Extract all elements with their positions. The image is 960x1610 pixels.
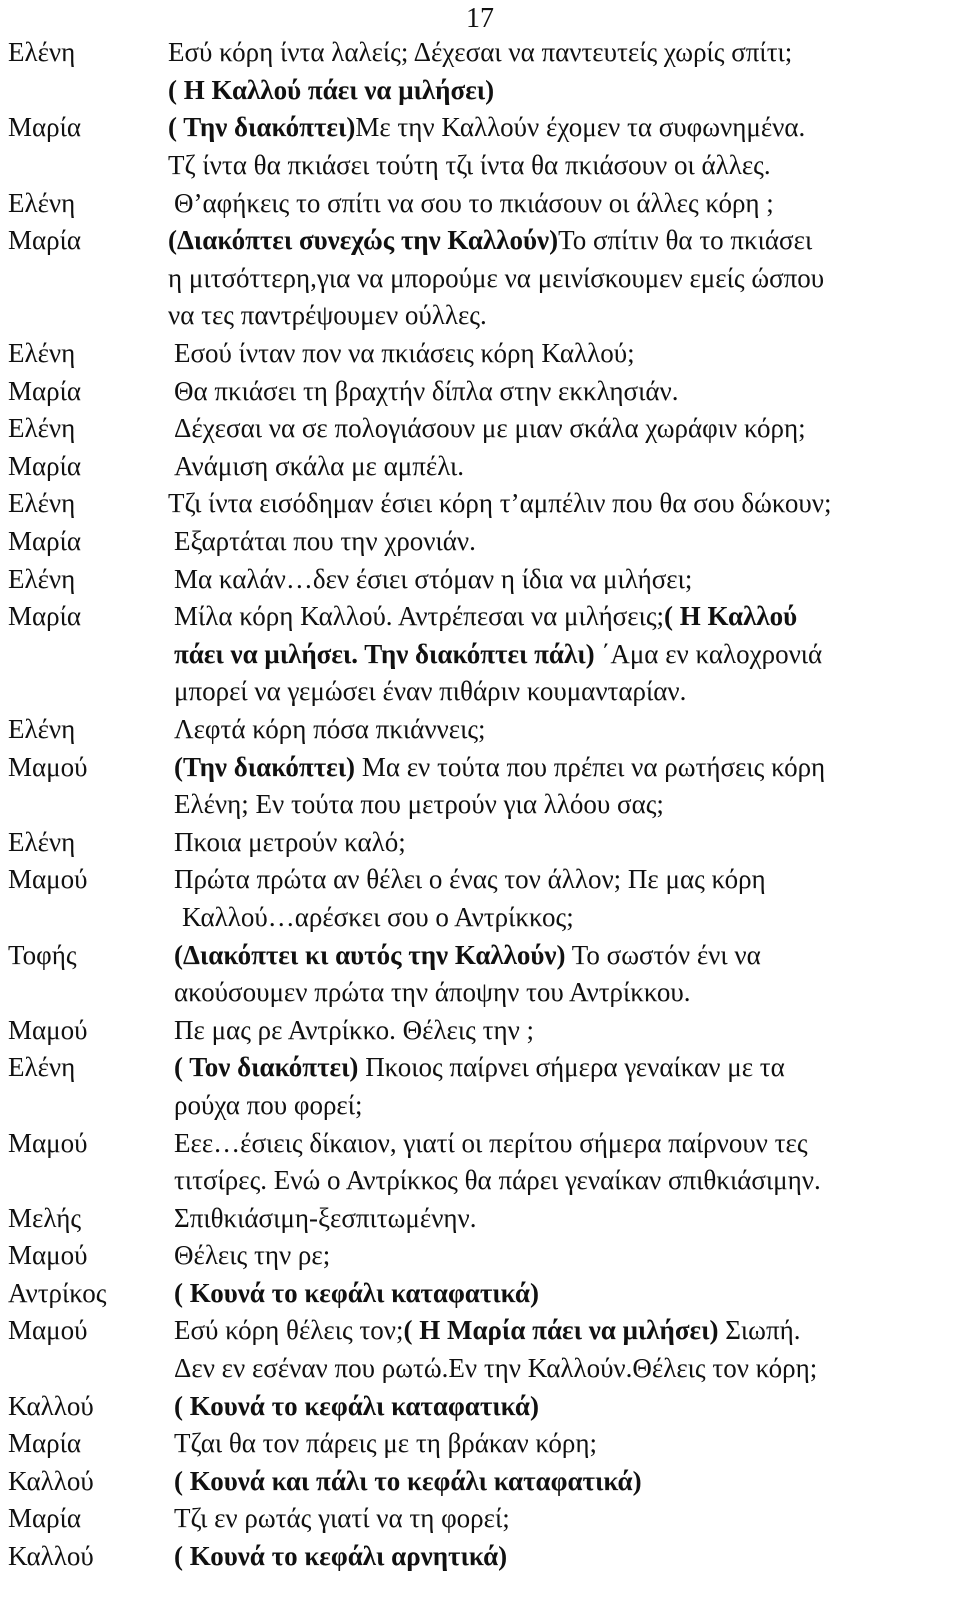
spoken-text: Μα καλάν…δεν έσιει στόμαν η ίδια να μιλήσει; [174, 563, 693, 594]
dialogue-text [168, 789, 958, 820]
speaker-name: Τοφής [8, 939, 77, 970]
stage-direction: ( Κουνά το κεφάλι καταφατικά) [174, 1277, 539, 1308]
dialogue-text [168, 1165, 958, 1196]
spoken-text: Εσύ κόρη θέλεις τον; [174, 1315, 404, 1346]
dialogue-line [8, 1387, 958, 1425]
dialogue-line [8, 1425, 958, 1463]
speaker-name: Μελής [8, 1202, 82, 1233]
spoken-text: Θ’αφήκεις το σπίτι να σου το πκιάσουν οι άλλες κόρη ; [174, 187, 774, 218]
speaker-name: Ελένη [8, 187, 76, 218]
stage-direction: ( Η Καλλού [664, 601, 798, 632]
dialogue-text [168, 225, 958, 256]
dialogue-line [8, 1312, 958, 1350]
dialogue-line [8, 72, 958, 110]
spoken-text: να τες παντρέψουμεν ούλλες. [168, 300, 487, 331]
spoken-text: Σπιθκιάσιμη-ξεσπιτωμένην. [174, 1202, 477, 1233]
play-script [8, 34, 958, 1575]
stage-direction: (Την διακόπτει) [174, 751, 356, 782]
dialogue-text [168, 451, 958, 482]
spoken-text: ακούσουμεν πρώτα την άποψην του Αντρίκκου. [174, 977, 691, 1008]
spoken-text: ΄Αμα εν καλοχρονιά [594, 638, 823, 669]
dialogue-line [8, 936, 958, 974]
dialogue-line [8, 1199, 958, 1237]
dialogue-line [8, 673, 958, 711]
spoken-text: η μιτσόττερη,για να μπορούμε να μεινίσκουμεν εμείς ώσπου [168, 262, 825, 293]
speaker-name: Μαρία [8, 1503, 82, 1534]
dialogue-line [8, 485, 958, 523]
dialogue-line [8, 1049, 958, 1087]
dialogue-line [8, 34, 958, 72]
spoken-text: Το σπίτιν θα το πκιάσει [558, 225, 813, 256]
dialogue-text [168, 601, 958, 632]
speaker-name: Ελένη [8, 826, 76, 857]
spoken-text: Το σωστόν ένι να [565, 939, 761, 970]
speaker-name: Μαμού [8, 864, 88, 895]
speaker-name: Μαμού [8, 1014, 88, 1045]
dialogue-line [8, 1538, 958, 1576]
spoken-text: Πκοια μετρούν καλό; [174, 826, 406, 857]
dialogue-line [8, 335, 958, 373]
dialogue-text [168, 112, 958, 143]
dialogue-text [168, 488, 958, 519]
dialogue-text [168, 526, 958, 557]
dialogue-text [168, 752, 958, 783]
spoken-text: Τζ ίντα θα πκιάσει τούτη τζι ίντα θα πκιάσουν οι άλλες. [168, 150, 771, 181]
dialogue-text [168, 676, 958, 707]
stage-direction: ( Την διακόπτει) [168, 112, 356, 143]
stage-direction: (Διακόπτει συνεχώς την Καλλούν) [168, 225, 559, 256]
dialogue-line [8, 786, 958, 824]
dialogue-text [168, 1315, 958, 1346]
stage-direction: ( Τον διακόπτει) [174, 1052, 359, 1083]
speaker-name: Μαμού [8, 1240, 88, 1271]
dialogue-text [168, 75, 958, 106]
dialogue-line [8, 1463, 958, 1501]
dialogue-text [168, 864, 958, 895]
dialogue-text [168, 639, 958, 670]
dialogue-text [168, 1466, 958, 1497]
spoken-text: Μίλα κόρη Καλλού. Αντρέπεσαι να μιλήσεις; [174, 601, 665, 632]
dialogue-text [168, 902, 958, 933]
dialogue-text [168, 1015, 958, 1046]
speaker-name: Μαμού [8, 1127, 88, 1158]
spoken-text: Λεφτά κόρη πόσα πκιάννεις; [174, 713, 486, 744]
spoken-text: Εσύ κόρη ίντα λαλείς; Δέχεσαι να παντευτείς χωρίς σπίτι; [168, 37, 793, 68]
speaker-name: Ελένη [8, 37, 76, 68]
dialogue-line [8, 748, 958, 786]
speaker-name: Μαρία [8, 450, 82, 481]
spoken-text: Θέλεις την ρε; [174, 1240, 331, 1271]
dialogue-line [8, 1011, 958, 1049]
dialogue-line [8, 974, 958, 1012]
speaker-name: Καλλού [8, 1541, 94, 1572]
dialogue-line [8, 598, 958, 636]
dialogue-text [168, 300, 958, 331]
dialogue-line [8, 1162, 958, 1200]
speaker-name: Μαρία [8, 526, 82, 557]
speaker-name: Καλλού [8, 1390, 94, 1421]
speaker-name: Ελένη [8, 713, 76, 744]
dialogue-text [168, 413, 958, 444]
dialogue-line [8, 147, 958, 185]
dialogue-text [168, 1541, 958, 1572]
dialogue-text [168, 1428, 958, 1459]
dialogue-line [8, 1350, 958, 1388]
dialogue-text [168, 977, 958, 1008]
speaker-name: Μαρία [8, 112, 82, 143]
stage-direction: ( Κουνά και πάλι το κεφάλι καταφατικά) [174, 1465, 642, 1496]
dialogue-text [168, 1240, 958, 1271]
dialogue-text [168, 1203, 958, 1234]
dialogue-line [8, 636, 958, 674]
speaker-name: Ελένη [8, 338, 76, 369]
spoken-text: Ανάμιση σκάλα με αμπέλι. [174, 450, 464, 481]
speaker-name: Μαρία [8, 225, 82, 256]
dialogue-text [168, 1503, 958, 1534]
speaker-name: Μαρία [8, 601, 82, 632]
dialogue-text [168, 714, 958, 745]
spoken-text: Εεε…έσιεις δίκαιον, γιατί οι περίτου σήμερα παίρνουν τες [174, 1127, 808, 1158]
spoken-text: Πκοιος παίρνει σήμερα γεναίκαν με τα [358, 1052, 785, 1083]
dialogue-text [168, 150, 958, 181]
dialogue-text [168, 827, 958, 858]
spoken-text: ρούχα που φορεί; [174, 1089, 363, 1120]
dialogue-line [8, 711, 958, 749]
spoken-text: Μα εν τούτα που πρέπει να ρωτήσεις κόρη [355, 751, 826, 782]
stage-direction: ( Κουνά το κεφάλι αρνητικά) [174, 1541, 508, 1572]
spoken-text: Σιωπή. [718, 1315, 801, 1346]
dialogue-line [8, 184, 958, 222]
spoken-text: Πρώτα πρώτα αν θέλει ο ένας τον άλλον; Πε μας κόρη [174, 864, 766, 895]
dialogue-line [8, 260, 958, 298]
dialogue-text [168, 1278, 958, 1309]
dialogue-line [8, 1124, 958, 1162]
stage-direction: ( Κουνά το κεφάλι καταφατικά) [174, 1390, 539, 1421]
stage-direction: ( Η Μαρία πάει να μιλήσει) [403, 1315, 719, 1346]
spoken-text: Τζαι θα τον πάρεις με τη βράκαν κόρη; [174, 1428, 598, 1459]
dialogue-text [168, 188, 958, 219]
speaker-name: Ελένη [8, 413, 76, 444]
page-number: 17 [466, 3, 494, 34]
dialogue-line [8, 523, 958, 561]
speaker-name: Μαρία [8, 375, 82, 406]
dialogue-line [8, 899, 958, 937]
speaker-name: Ελένη [8, 563, 76, 594]
spoken-text: Εξαρτάται που την χρονιάν. [174, 526, 476, 557]
spoken-text: Τζι ίντα εισόδημαν έσιει κόρη τ’αμπέλιν που θα σου δώκουν; [168, 488, 832, 519]
dialogue-text [168, 564, 958, 595]
stage-direction: πάει να μιλήσει. Την διακόπτει πάλι) [174, 638, 595, 669]
speaker-name: Μαμού [8, 751, 88, 782]
dialogue-text [168, 1353, 958, 1384]
dialogue-text [168, 338, 958, 369]
speaker-name: Αντρίκος [8, 1277, 107, 1308]
spoken-text: Καλλού…αρέσκει σου ο Αντρίκκος; [182, 901, 574, 932]
dialogue-line [8, 861, 958, 899]
stage-direction: (Διακόπτει κι αυτός την Καλλούν) [174, 939, 566, 970]
dialogue-text [168, 1090, 958, 1121]
dialogue-line [8, 222, 958, 260]
dialogue-text [168, 1391, 958, 1422]
dialogue-line [8, 297, 958, 335]
speaker-name: Ελένη [8, 1052, 76, 1083]
speaker-name: Καλλού [8, 1465, 94, 1496]
spoken-text: Με την Καλλούν έχομεν τα συφωνημένα. [355, 112, 806, 143]
spoken-text: Θα πκιάσει τη βραχτήν δίπλα στην εκκλησιάν. [174, 375, 679, 406]
dialogue-text [168, 263, 958, 294]
dialogue-line [8, 1500, 958, 1538]
spoken-text: Εσού ίνταν πον να πκιάσεις κόρη Καλλού; [174, 338, 635, 369]
dialogue-line [8, 560, 958, 598]
dialogue-line [8, 372, 958, 410]
spoken-text: μπορεί να γεμώσει έναν πιθάριν κουμανταρίαν. [174, 676, 687, 707]
dialogue-line [8, 1275, 958, 1313]
dialogue-line [8, 448, 958, 486]
spoken-text: Ελένη; Εν τούτα που μετρούν για λλόου σας; [174, 789, 664, 820]
spoken-text: Τζι εν ρωτάς γιατί να τη φορεί; [174, 1503, 510, 1534]
dialogue-line [8, 823, 958, 861]
dialogue-text [168, 940, 958, 971]
dialogue-text [168, 1052, 958, 1083]
speaker-name: Μαρία [8, 1428, 82, 1459]
dialogue-line [8, 1237, 958, 1275]
speaker-name: Ελένη [8, 488, 76, 519]
dialogue-text [168, 376, 958, 407]
spoken-text: Δέχεσαι να σε πολογιάσουν με μιαν σκάλα χωράφιν κόρη; [174, 413, 806, 444]
dialogue-text [168, 37, 958, 68]
spoken-text: Πε μας ρε Αντρίκκο. Θέλεις την ; [174, 1014, 535, 1045]
dialogue-line [8, 410, 958, 448]
dialogue-line [8, 1087, 958, 1125]
dialogue-line [8, 109, 958, 147]
spoken-text: τιτσίρες. Ενώ ο Αντρίκκος θα πάρει γεναίκαν σπιθκιάσιμην. [174, 1165, 821, 1196]
stage-direction: ( Η Καλλού πάει να μιλήσει) [168, 74, 495, 105]
speaker-name: Μαμού [8, 1315, 88, 1346]
spoken-text: Δεν εν εσέναν που ρωτώ.Εν την Καλλούν.Θέλεις τον κόρη; [174, 1353, 818, 1384]
dialogue-text [168, 1128, 958, 1159]
